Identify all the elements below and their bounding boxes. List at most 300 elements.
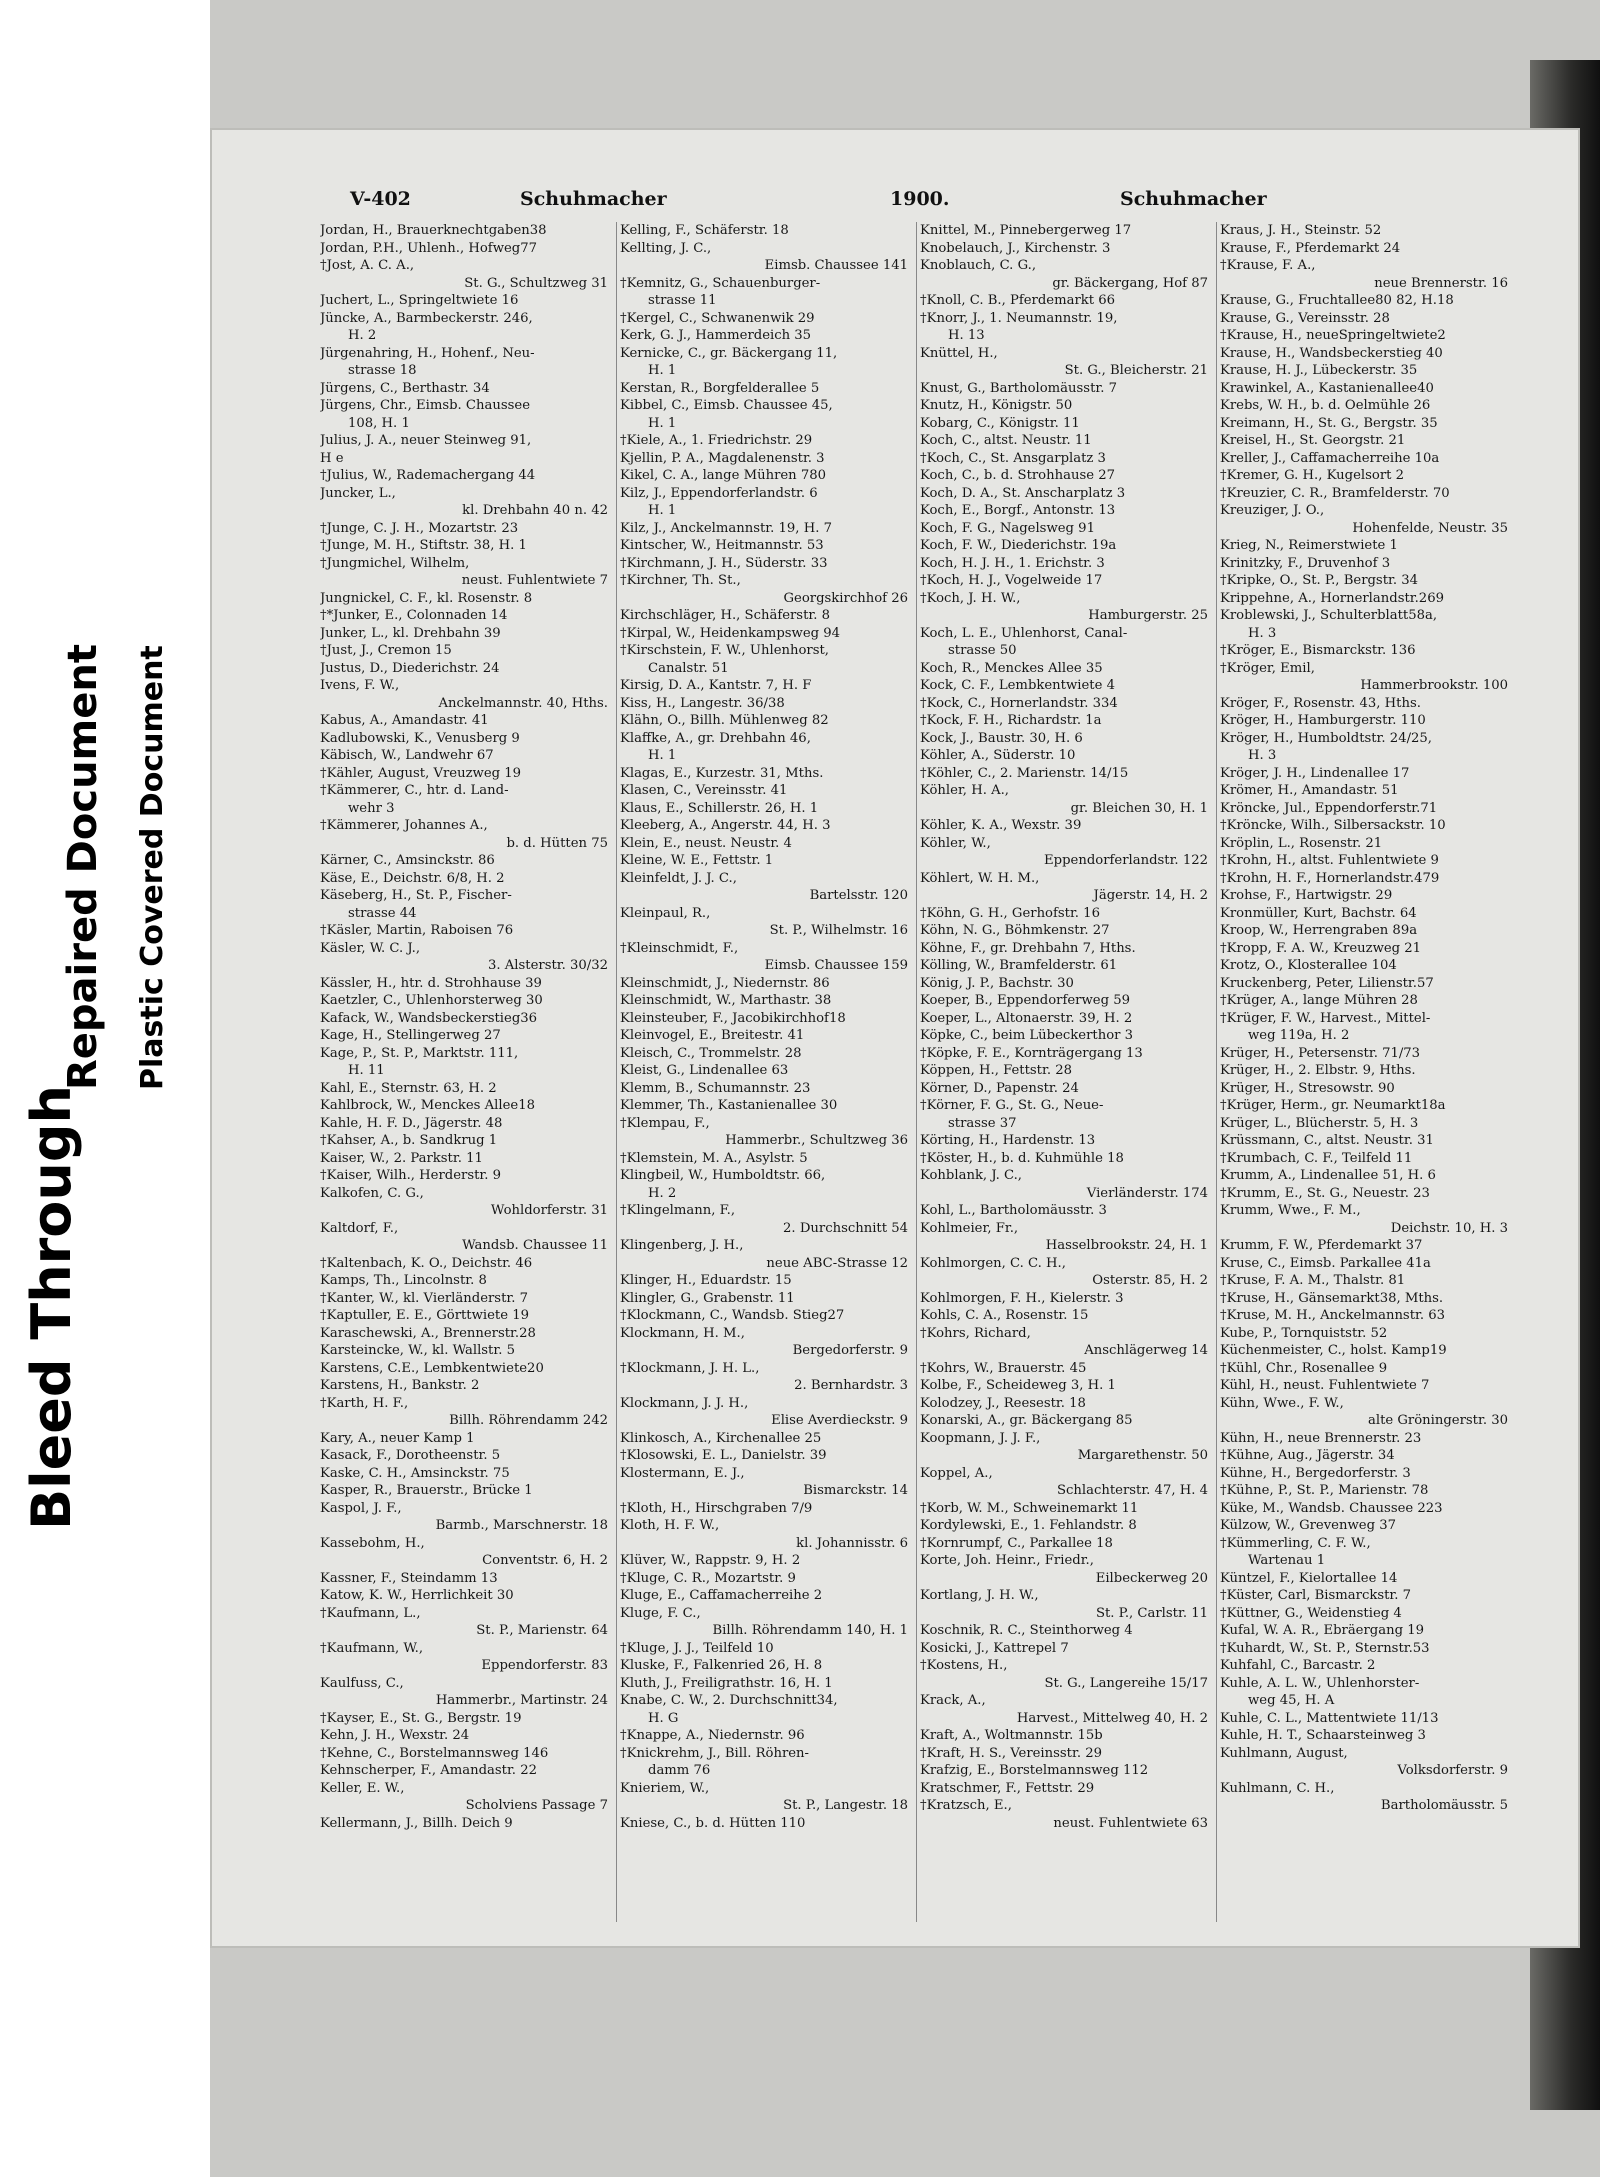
label-repaired-document: Repaired Document [60, 644, 106, 1090]
directory-entry: Eilbeckerweg 20 [1095, 1570, 1208, 1586]
directory-entry: Krüger, L., Blücherstr. 5, H. 3 [1220, 1115, 1419, 1131]
directory-entry: †Kaiser, Wilh., Herderstr. 9 [320, 1168, 502, 1183]
directory-entry: Krohse, F., Hartwigstr. 29 [1220, 888, 1393, 903]
directory-entry: Kässler, H., htr. d. Strohhause 39 [320, 975, 542, 991]
directory-entry: Kreimann, H., St. G., Bergstr. 35 [1220, 415, 1438, 431]
directory-entry: Koch, F. G., Nagelsweg 91 [920, 520, 1095, 536]
directory-entry: Kröger, H., Humboldtstr. 24/25, [1220, 730, 1432, 746]
directory-entry: Krüssmann, C., altst. Neustr. 31 [1220, 1133, 1434, 1148]
directory-entry: Knabe, C. W., 2. Durchschnitt34, [620, 1693, 838, 1708]
directory-entry: St. P., Langestr. 18 [783, 1798, 908, 1813]
directory-entry: Kuhle, C. L., Mattentwiete 11/13 [1220, 1710, 1439, 1726]
directory-entry: Krüger, H., Petersenstr. 71/73 [1220, 1045, 1421, 1061]
directory-entry: Jordan, P.H., Uhlenh., Hofweg77 [320, 240, 538, 256]
directory-entry: St. G., Bleicherstr. 21 [1064, 363, 1208, 378]
directory-entry: Kohls, C. A., Rosenstr. 15 [920, 1308, 1089, 1323]
directory-entry: Barmb., Marschnerstr. 18 [435, 1518, 608, 1533]
directory-entry: Klinkosch, A., Kirchenallee 25 [620, 1430, 822, 1446]
directory-entry: Kilz, J., Anckelmannstr. 19, H. 7 [620, 520, 832, 536]
directory-entry: †Kämmerer, C., htr. d. Land- [320, 783, 509, 798]
directory-entry: Klüver, W., Rappstr. 9, H. 2 [620, 1553, 801, 1568]
directory-entry: †Krüger, F. W., Harvest., Mittel- [1220, 1010, 1431, 1026]
directory-entry: Külzow, W., Grevenweg 37 [1220, 1518, 1396, 1533]
directory-entry: †Kuhardt, W., St. P., Sternstr.53 [1220, 1640, 1430, 1656]
directory-entry: Küchenmeister, C., holst. Kamp19 [1220, 1343, 1447, 1358]
directory-entry: †Kohrs, Richard, [920, 1325, 1031, 1341]
directory-entry: Koch, L. E., Uhlenhorst, Canal- [920, 625, 1128, 641]
directory-entry: Kalkofen, C. G., [320, 1185, 424, 1201]
directory-entry: Hamburgerstr. 25 [1088, 608, 1208, 623]
directory-entry: Krawinkel, A., Kastanienallee40 [1220, 380, 1434, 396]
directory-entry: St. G., Schultzweg 31 [464, 275, 608, 291]
directory-entry: Jungnickel, C. F., kl. Rosenstr. 8 [320, 590, 533, 606]
directory-entry: Köhler, A., Süderstr. 10 [920, 748, 1076, 763]
directory-entry: †Krüger, A., lange Mühren 28 [1220, 993, 1418, 1008]
directory-entry: Kühn, Wwe., F. W., [1220, 1395, 1344, 1411]
directory-entry: †Koch, C., St. Ansgarplatz 3 [920, 450, 1106, 466]
directory-entry: †Kleinschmidt, F., [620, 940, 739, 956]
directory-entry: Kröger, F., Rosenstr. 43, Hths. [1220, 695, 1421, 711]
directory-entry: Klingler, G., Grabenstr. 11 [620, 1290, 795, 1306]
directory-entry: †Kaptuller, E. E., Görttwiete 19 [320, 1308, 529, 1323]
directory-entry: Köhler, K. A., Wexstr. 39 [920, 818, 1082, 833]
directory-entry: Krömer, H., Amandastr. 51 [1220, 783, 1399, 798]
directory-entry: Krause, H. J., Lübeckerstr. 35 [1220, 363, 1418, 378]
directory-entry: Käseberg, H., St. P., Fischer- [320, 888, 512, 903]
directory-column-3 [920, 222, 1210, 1832]
directory-entry: Wartenau 1 [1248, 1553, 1326, 1568]
directory-entry: Koschnik, R. C., Steinthorweg 4 [920, 1623, 1133, 1638]
directory-entry: Scholviens Passage 7 [465, 1798, 608, 1813]
directory-entry: Kafack, W., Wandsbeckerstieg36 [320, 1010, 538, 1026]
directory-column-1 [320, 222, 610, 1832]
directory-entry: Klasen, C., Vereinsstr. 41 [620, 783, 788, 798]
directory-entry: †Köpke, F. E., Kornträgergang 13 [920, 1045, 1143, 1061]
directory-entry: †Kruse, F. A. M., Thalstr. 81 [1220, 1273, 1406, 1288]
directory-entry: Knobelauch, J., Kirchenstr. 3 [920, 240, 1111, 256]
directory-entry: Knutz, H., Königstr. 50 [920, 398, 1073, 413]
directory-entry: Kluth, J., Freiligrathstr. 16, H. 1 [620, 1675, 833, 1691]
directory-entry: Krebs, W. H., b. d. Oelmühle 26 [1220, 398, 1431, 413]
directory-entry: H. 3 [1248, 625, 1277, 641]
directory-entry: H. 1 [648, 748, 677, 763]
directory-entry: †Krumbach, C. F., Teilfeld 11 [1220, 1150, 1413, 1166]
directory-entry: 108, H. 1 [348, 415, 410, 431]
directory-entry: Kary, A., neuer Kamp 1 [320, 1430, 475, 1446]
directory-entry: †Kreuzier, C. R., Bramfelderstr. 70 [1220, 485, 1450, 501]
directory-entry: Kohblank, J. C., [920, 1168, 1022, 1183]
directory-entry: †Krohn, H. F., Hornerlandstr.479 [1220, 870, 1440, 886]
directory-entry: Kirsig, D. A., Kantstr. 7, H. F [620, 678, 812, 693]
directory-entry: †Kruse, M. H., Anckelmannstr. 63 [1220, 1308, 1446, 1323]
directory-entry: Kamps, Th., Lincolnstr. 8 [320, 1273, 487, 1288]
directory-column-4 [1220, 222, 1510, 1815]
directory-entry: †Kirchmann, J. H., Süderstr. 33 [620, 555, 828, 571]
directory-entry: Kernicke, C., gr. Bäckergang 11, [620, 345, 838, 361]
directory-entry: Wandsb. Chaussee 11 [462, 1238, 608, 1253]
directory-entry: †Köhn, G. H., Gerhofstr. 16 [920, 905, 1100, 921]
directory-entry: †Kremer, G. H., Kugelsort 2 [1220, 468, 1405, 483]
directory-entry: Krack, A., [920, 1693, 986, 1708]
directory-entry: Jürgens, C., Berthastr. 34 [320, 380, 490, 396]
directory-entry: St. P., Wilhelmstr. 16 [769, 923, 908, 938]
directory-entry: Kleinpaul, R., [620, 905, 711, 921]
directory-entry: Billh. Röhrendamm 140, H. 1 [712, 1623, 908, 1638]
left-margin [0, 0, 210, 2177]
directory-entry: Kratschmer, F., Fettstr. 29 [920, 1780, 1095, 1796]
directory-entry: Kehnscherper, F., Amandastr. 22 [320, 1763, 537, 1778]
directory-entry: Hohenfelde, Neustr. 35 [1352, 520, 1508, 536]
directory-entry: Kröger, J. H., Lindenallee 17 [1220, 765, 1410, 781]
directory-entry: Hasselbrookstr. 24, H. 1 [1045, 1238, 1208, 1253]
directory-entry: †Kahser, A., b. Sandkrug 1 [320, 1133, 498, 1148]
directory-entry: †Kemnitz, G., Schauenburger- [620, 275, 821, 291]
directory-entry: Krotz, O., Klosterallee 104 [1220, 958, 1397, 973]
directory-entry: †Julius, W., Rademachergang 44 [320, 468, 536, 483]
directory-entry: weg 45, H. A [1248, 1693, 1335, 1708]
directory-entry: Köpke, C., beim Lübeckerthor 3 [920, 1028, 1134, 1043]
directory-entry: Georgskirchhof 26 [783, 590, 908, 606]
directory-entry: Köhne, F., gr. Drehbahn 7, Hths. [920, 940, 1136, 956]
directory-entry: Körner, D., Papenstr. 24 [920, 1080, 1079, 1096]
directory-entry: Kaiser, W., 2. Parkstr. 11 [320, 1150, 483, 1166]
header-left-title: Schuhmacher [520, 188, 667, 210]
directory-entry: Knüttel, H., [920, 345, 998, 361]
directory-entry: Klein, E., neust. Neustr. 4 [620, 835, 792, 851]
directory-entry: H. 11 [348, 1063, 385, 1078]
directory-entry: Krieg, N., Reimerstwiete 1 [1220, 538, 1398, 553]
directory-entry: †Kraft, H. S., Vereinsstr. 29 [920, 1745, 1102, 1761]
directory-entry: Kehn, J. H., Wexstr. 24 [320, 1728, 470, 1743]
directory-entry: Canalstr. 51 [648, 660, 729, 676]
directory-entry: Kassner, F., Steindamm 13 [320, 1570, 498, 1586]
directory-entry: Kröplin, L., Rosenstr. 21 [1220, 835, 1383, 851]
directory-entry: Knoblauch, C. G., [920, 258, 1037, 273]
directory-entry: H e [320, 450, 344, 466]
directory-entry: Kassebohm, H., [320, 1535, 425, 1551]
directory-entry: Bergedorferstr. 9 [792, 1343, 908, 1358]
directory-entry: †Kirpal, W., Heidenkampsweg 94 [620, 625, 841, 641]
directory-entry: †Kühne, P., St. P., Marienstr. 78 [1220, 1483, 1429, 1498]
directory-entry: †Kloth, H., Hirschgraben 7/9 [620, 1500, 813, 1516]
directory-entry: Kleinvogel, E., Breitestr. 41 [620, 1028, 805, 1043]
directory-entry: alte Gröningerstr. 30 [1368, 1413, 1508, 1428]
directory-entry: Eimsb. Chaussee 159 [764, 958, 908, 973]
directory-entry: †Kirchner, Th. St., [620, 573, 741, 588]
directory-entry: †Junge, C. J. H., Mozartstr. 23 [320, 520, 519, 536]
directory-entry: Knust, G., Bartholomäusstr. 7 [920, 380, 1117, 396]
directory-entry: H. 1 [648, 415, 677, 431]
directory-entry: kl. Johannisstr. 6 [796, 1535, 908, 1551]
directory-entry: †Kornrumpf, C., Parkallee 18 [920, 1535, 1113, 1551]
directory-entry: Klähn, O., Billh. Mühlenweg 82 [620, 713, 829, 728]
directory-entry: damm 76 [648, 1763, 711, 1778]
directory-entry: Krause, G., Fruchtallee80 82, H.18 [1220, 293, 1454, 308]
directory-entry: Kuhle, A. L. W., Uhlenhorster- [1220, 1675, 1420, 1691]
directory-entry: Kluge, F. C., [620, 1605, 701, 1621]
directory-entry: Koch, E., Borgf., Antonstr. 13 [920, 503, 1116, 518]
directory-entry: Koch, D. A., St. Anscharplatz 3 [920, 485, 1126, 501]
directory-entry: †Klempau, F., [620, 1115, 710, 1131]
directory-entry: neue Brennerstr. 16 [1374, 275, 1508, 291]
directory-entry: Kuhle, H. T., Schaarsteinweg 3 [1220, 1728, 1426, 1743]
directory-entry: †Kühne, Aug., Jägerstr. 34 [1220, 1448, 1395, 1463]
directory-entry: Konarski, A., gr. Bäckergang 85 [920, 1413, 1133, 1428]
directory-entry: St. G., Langereihe 15/17 [1044, 1675, 1208, 1691]
directory-entry: Klockmann, J. J. H., [620, 1395, 749, 1411]
directory-entry: Kock, J., Baustr. 30, H. 6 [920, 730, 1083, 746]
directory-entry: †Knoll, C. B., Pferdemarkt 66 [920, 293, 1116, 308]
directory-entry: strasse 18 [348, 363, 417, 378]
directory-entry: Kintscher, W., Heitmannstr. 53 [620, 538, 824, 553]
directory-entry: neust. Fuhlentwiete 63 [1053, 1815, 1208, 1831]
directory-entry: Kolodzey, J., Reesestr. 18 [920, 1395, 1086, 1411]
column-rule [916, 222, 917, 1922]
directory-entry: Karstens, C.E., Lembkentwiete20 [320, 1360, 544, 1376]
directory-entry: †Küster, Carl, Bismarckstr. 7 [1220, 1588, 1412, 1603]
directory-entry: Klostermann, E. J., [620, 1465, 745, 1481]
directory-entry: Kleine, W. E., Fettstr. 1 [620, 853, 774, 868]
directory-entry: Koch, F. W., Diederichstr. 19a [920, 538, 1117, 553]
directory-entry: †Krohn, H., altst. Fuhlentwiete 9 [1220, 853, 1439, 868]
directory-entry: Kroop, W., Herrengraben 89a [1220, 923, 1418, 938]
directory-entry: Kellermann, J., Billh. Deich 9 [320, 1815, 513, 1831]
directory-entry: Billh. Röhrendamm 242 [449, 1413, 608, 1428]
directory-entry: Karaschewski, A., Brennerstr.28 [320, 1325, 536, 1341]
directory-entry: Kronmüller, Kurt, Bachstr. 64 [1220, 905, 1417, 921]
directory-entry: Harvest., Mittelweg 40, H. 2 [1016, 1710, 1208, 1726]
directory-entry: H. 13 [948, 328, 985, 343]
directory-entry: gr. Bleichen 30, H. 1 [1070, 800, 1208, 816]
directory-entry: Conventstr. 6, H. 2 [482, 1553, 608, 1568]
directory-entry: Krüger, H., 2. Elbstr. 9, Hths. [1220, 1063, 1416, 1078]
directory-entry: Koopmann, J. J. F., [920, 1430, 1041, 1446]
directory-entry: Hammerbrookstr. 100 [1360, 678, 1508, 693]
directory-entry: †Köster, H., b. d. Kuhmühle 18 [920, 1150, 1124, 1166]
directory-entry: Klaffke, A., gr. Drehbahn 46, [620, 730, 811, 746]
directory-entry: 3. Alsterstr. 30/32 [488, 958, 608, 973]
directory-entry: Kühn, H., neue Brennerstr. 23 [1220, 1430, 1422, 1446]
directory-entry: †Knickrehm, J., Bill. Röhren- [620, 1745, 810, 1761]
directory-entry: Jürgenahring, H., Hohenf., Neu- [320, 345, 535, 361]
directory-entry: †Krüger, Herm., gr. Neumarkt18a [1220, 1098, 1446, 1113]
directory-entry: Kreuziger, J. O., [1220, 503, 1325, 518]
directory-entry: Kniese, C., b. d. Hütten 110 [620, 1815, 806, 1831]
directory-entry: Kerk, G. J., Hammerdeich 35 [620, 328, 812, 343]
directory-entry: Deichstr. 10, H. 3 [1390, 1220, 1508, 1236]
directory-entry: †Kehne, C., Borstelmannsweg 146 [320, 1745, 549, 1761]
directory-entry: Hammerbr., Martinstr. 24 [435, 1693, 608, 1708]
directory-entry: Kruse, C., Eimsb. Parkallee 41a [1220, 1255, 1431, 1271]
directory-entry: H. 3 [1248, 748, 1277, 763]
directory-entry: Justus, D., Diederichstr. 24 [320, 660, 500, 676]
directory-entry: Elise Averdieckstr. 9 [771, 1413, 908, 1428]
directory-entry: H. 2 [348, 328, 377, 343]
directory-entry: Kabus, A., Amandastr. 41 [320, 713, 489, 728]
directory-entry: †Kock, C., Hornerlandstr. 334 [920, 695, 1118, 711]
directory-entry: †Kiele, A., 1. Friedrichstr. 29 [620, 433, 813, 448]
directory-entry: Kröncke, Jul., Eppendorferstr.71 [1220, 800, 1438, 816]
directory-entry: Koeper, B., Eppendorferweg 59 [920, 993, 1130, 1008]
directory-entry: strasse 44 [348, 905, 417, 921]
directory-entry: Kuhlmann, August, [1220, 1745, 1348, 1761]
header-year: 1900. [890, 188, 950, 210]
directory-entry: Katow, K. W., Herrlichkeit 30 [320, 1588, 514, 1603]
directory-entry: Klagas, E., Kurzestr. 31, Mths. [620, 765, 824, 781]
directory-entry: Krinitzky, F., Druvenhof 3 [1220, 555, 1391, 571]
directory-entry: Julius, J. A., neuer Steinweg 91, [320, 433, 532, 448]
directory-entry: Köhler, W., [920, 835, 991, 851]
directory-entry: Karstens, H., Bankstr. 2 [320, 1378, 480, 1393]
directory-entry: Kiss, H., Langestr. 36/38 [620, 695, 785, 711]
directory-entry: Juchert, L., Springeltwiete 16 [320, 293, 519, 308]
directory-entry: †Käsler, Martin, Raboisen 76 [320, 923, 514, 938]
directory-entry: Krause, F., Pferdemarkt 24 [1220, 240, 1401, 256]
directory-entry: †Klingelmann, F., [620, 1203, 736, 1218]
directory-entry: 2. Durchschnitt 54 [783, 1220, 908, 1236]
directory-entry: †Kluge, C. R., Mozartstr. 9 [620, 1570, 796, 1586]
directory-entry: 2. Bernhardstr. 3 [794, 1378, 908, 1393]
directory-entry: †Kaufmann, W., [320, 1640, 424, 1656]
directory-entry: Kosicki, J., Kattrepel 7 [920, 1640, 1069, 1656]
directory-entry: Kage, H., Stellingerweg 27 [320, 1028, 501, 1043]
directory-entry: Kohl, L., Bartholomäusstr. 3 [920, 1203, 1107, 1218]
directory-entry: Kolbe, F., Scheideweg 3, H. 1 [920, 1378, 1116, 1393]
directory-entry: Kühl, H., neust. Fuhlentwiete 7 [1220, 1378, 1430, 1393]
directory-entry: Kock, C. F., Lembkentwiete 4 [920, 678, 1115, 693]
directory-entry: †Just, J., Cremon 15 [320, 643, 452, 658]
directory-entry: Kufal, W. A. R., Ebräergang 19 [1220, 1623, 1424, 1638]
directory-entry: Vierländerstr. 174 [1086, 1185, 1208, 1201]
directory-entry: Kerstan, R., Borgfelderallee 5 [620, 380, 820, 396]
directory-entry: Käse, E., Deichstr. 6/8, H. 2 [320, 870, 505, 886]
directory-entry: †*Junker, E., Colonnaden 14 [320, 608, 508, 623]
directory-entry: †Kirschstein, F. W., Uhlenhorst, [620, 643, 829, 658]
directory-entry: Kreller, J., Caffamacherreihe 10a [1220, 450, 1440, 466]
directory-entry: †Kripke, O., St. P., Bergstr. 34 [1220, 573, 1419, 588]
directory-entry: Krüger, H., Stresowstr. 90 [1220, 1080, 1395, 1096]
directory-entry: †Küttner, G., Weidenstieg 4 [1220, 1605, 1402, 1621]
directory-entry: Junker, L., kl. Drehbahn 39 [320, 625, 501, 641]
directory-entry: Korte, Joh. Heinr., Friedr., [920, 1553, 1094, 1568]
directory-entry: Hammerbr., Schultzweg 36 [725, 1133, 908, 1148]
directory-entry: Kroblewski, J., Schulterblatt58a, [1220, 608, 1438, 623]
directory-entry: †Klockmann, C., Wandsb. Stieg27 [620, 1308, 845, 1323]
directory-entry: Kleeberg, A., Angerstr. 44, H. 3 [620, 818, 831, 833]
directory-entry: wehr 3 [348, 800, 395, 816]
page-number: V-402 [350, 188, 411, 210]
directory-entry: strasse 11 [648, 293, 717, 308]
directory-entry: Kleinfeldt, J. J. C., [620, 870, 737, 886]
directory-entry: Koppel, A., [920, 1465, 993, 1481]
directory-entry: †Kröger, E., Bismarckstr. 136 [1220, 643, 1416, 658]
directory-entry: Knittel, M., Pinnebergerweg 17 [920, 223, 1132, 238]
directory-entry: Kaske, C. H., Amsinckstr. 75 [320, 1465, 510, 1481]
directory-entry: Krause, G., Vereinsstr. 28 [1220, 310, 1390, 326]
directory-entry: Bartholomäusstr. 5 [1380, 1798, 1508, 1813]
directory-entry: Krumm, Wwe., F. M., [1220, 1203, 1361, 1218]
label-plastic-covered-document: Plastic Covered Document [135, 645, 170, 1090]
directory-entry: Kahlbrock, W., Menckes Allee18 [320, 1098, 535, 1113]
directory-entry: Küntzel, F., Kielortallee 14 [1220, 1570, 1398, 1586]
directory-entry: H. 2 [648, 1185, 677, 1201]
directory-entry: Kleist, G., Lindenallee 63 [620, 1063, 789, 1078]
directory-entry: strasse 50 [948, 643, 1017, 658]
directory-entry: †Kröncke, Wilh., Silbersackstr. 10 [1220, 818, 1446, 833]
directory-entry: †Kämmerer, Johannes A., [320, 818, 488, 833]
directory-entry: H. G [648, 1710, 679, 1726]
directory-entry: Körting, H., Hardenstr. 13 [920, 1133, 1096, 1148]
directory-entry: Klaus, E., Schillerstr. 26, H. 1 [620, 800, 819, 816]
directory-entry: König, J. P., Bachstr. 30 [920, 975, 1074, 991]
column-rule [616, 222, 617, 1922]
directory-entry: strasse 37 [948, 1115, 1017, 1131]
directory-columns [320, 222, 1520, 1922]
directory-entry: Margarethenstr. 50 [1077, 1448, 1208, 1463]
directory-entry: Kluske, F., Falkenried 26, H. 8 [620, 1658, 823, 1673]
directory-entry: †Jungmichel, Wilhelm, [320, 555, 470, 571]
directory-entry: †Köhler, C., 2. Marienstr. 14/15 [920, 765, 1129, 781]
directory-entry: Juncker, L., [320, 485, 396, 501]
directory-entry: Kellting, J. C., [620, 240, 712, 256]
directory-entry: Kilz, J., Eppendorferlandstr. 6 [620, 485, 818, 501]
directory-entry: Koch, C., b. d. Strohhause 27 [920, 468, 1116, 483]
directory-entry: †Junge, M. H., Stiftstr. 38, H. 1 [320, 538, 527, 553]
directory-entry: St. P., Marienstr. 64 [476, 1623, 608, 1638]
directory-entry: Käbisch, W., Landwehr 67 [320, 748, 494, 763]
directory-entry: Kleinschmidt, J., Niedernstr. 86 [620, 975, 830, 991]
directory-entry: Osterstr. 85, H. 2 [1092, 1273, 1208, 1288]
directory-entry: †Kergel, C., Schwanenwik 29 [620, 310, 815, 326]
directory-entry: H. 1 [648, 503, 677, 518]
directory-entry: Keller, E. W., [320, 1780, 405, 1796]
page-header [350, 188, 1510, 218]
directory-entry: Kölling, W., Bramfelderstr. 61 [920, 958, 1118, 973]
directory-entry: †Kostens, H., [920, 1658, 1008, 1673]
directory-entry: Köhler, H. A., [920, 783, 1009, 798]
directory-entry: Kröger, H., Hamburgerstr. 110 [1220, 713, 1426, 728]
directory-entry: Koch, C., altst. Neustr. 11 [920, 433, 1092, 448]
column-rule [1216, 222, 1217, 1922]
directory-entry: neust. Fuhlentwiete 7 [461, 573, 608, 588]
directory-entry: Klinger, H., Eduardstr. 15 [620, 1273, 792, 1288]
directory-entry: †Kayser, E., St. G., Bergstr. 19 [320, 1710, 522, 1726]
directory-entry: Jordan, H., Brauerknechtgaben38 [320, 223, 547, 238]
directory-entry: Eimsb. Chaussee 141 [764, 258, 908, 273]
directory-entry: †Kock, F. H., Richardstr. 1a [920, 713, 1102, 728]
directory-entry: Kreisel, H., St. Georgstr. 21 [1220, 433, 1406, 448]
directory-entry: Kibbel, C., Eimsb. Chaussee 45, [620, 398, 833, 413]
directory-entry: Kjellin, P. A., Magdalenenstr. 3 [620, 450, 825, 466]
sidebar-labels [20, 530, 210, 1530]
directory-entry: Kikel, C. A., lange Mühren 780 [620, 468, 827, 483]
directory-entry: Klingbeil, W., Humboldtstr. 66, [620, 1168, 826, 1183]
header-right-title: Schuhmacher [1120, 188, 1267, 210]
directory-entry: Anckelmannstr. 40, Hths. [438, 695, 608, 711]
directory-entry: †Knorr, J., 1. Neumannstr. 19, [920, 310, 1118, 326]
directory-entry: Kortlang, J. H. W., [920, 1588, 1039, 1603]
directory-entry: Kuhlmann, C. H., [1220, 1780, 1335, 1796]
directory-entry: †Krumm, E., St. G., Neuestr. 23 [1220, 1185, 1430, 1201]
directory-entry: †Kanter, W., kl. Vierländerstr. 7 [320, 1290, 528, 1306]
directory-entry: Kühne, H., Bergedorferstr. 3 [1220, 1465, 1411, 1481]
directory-entry: Jürgens, Chr., Eimsb. Chaussee [320, 398, 531, 413]
directory-entry: Kaspol, J. F., [320, 1500, 402, 1516]
directory-column-2 [620, 222, 910, 1832]
directory-entry: †Krause, F. A., [1220, 258, 1316, 273]
directory-entry: †Kühl, Chr., Rosenallee 9 [1220, 1360, 1388, 1376]
directory-entry: Kleinsteuber, F., Jacobikirchhof18 [620, 1010, 846, 1026]
